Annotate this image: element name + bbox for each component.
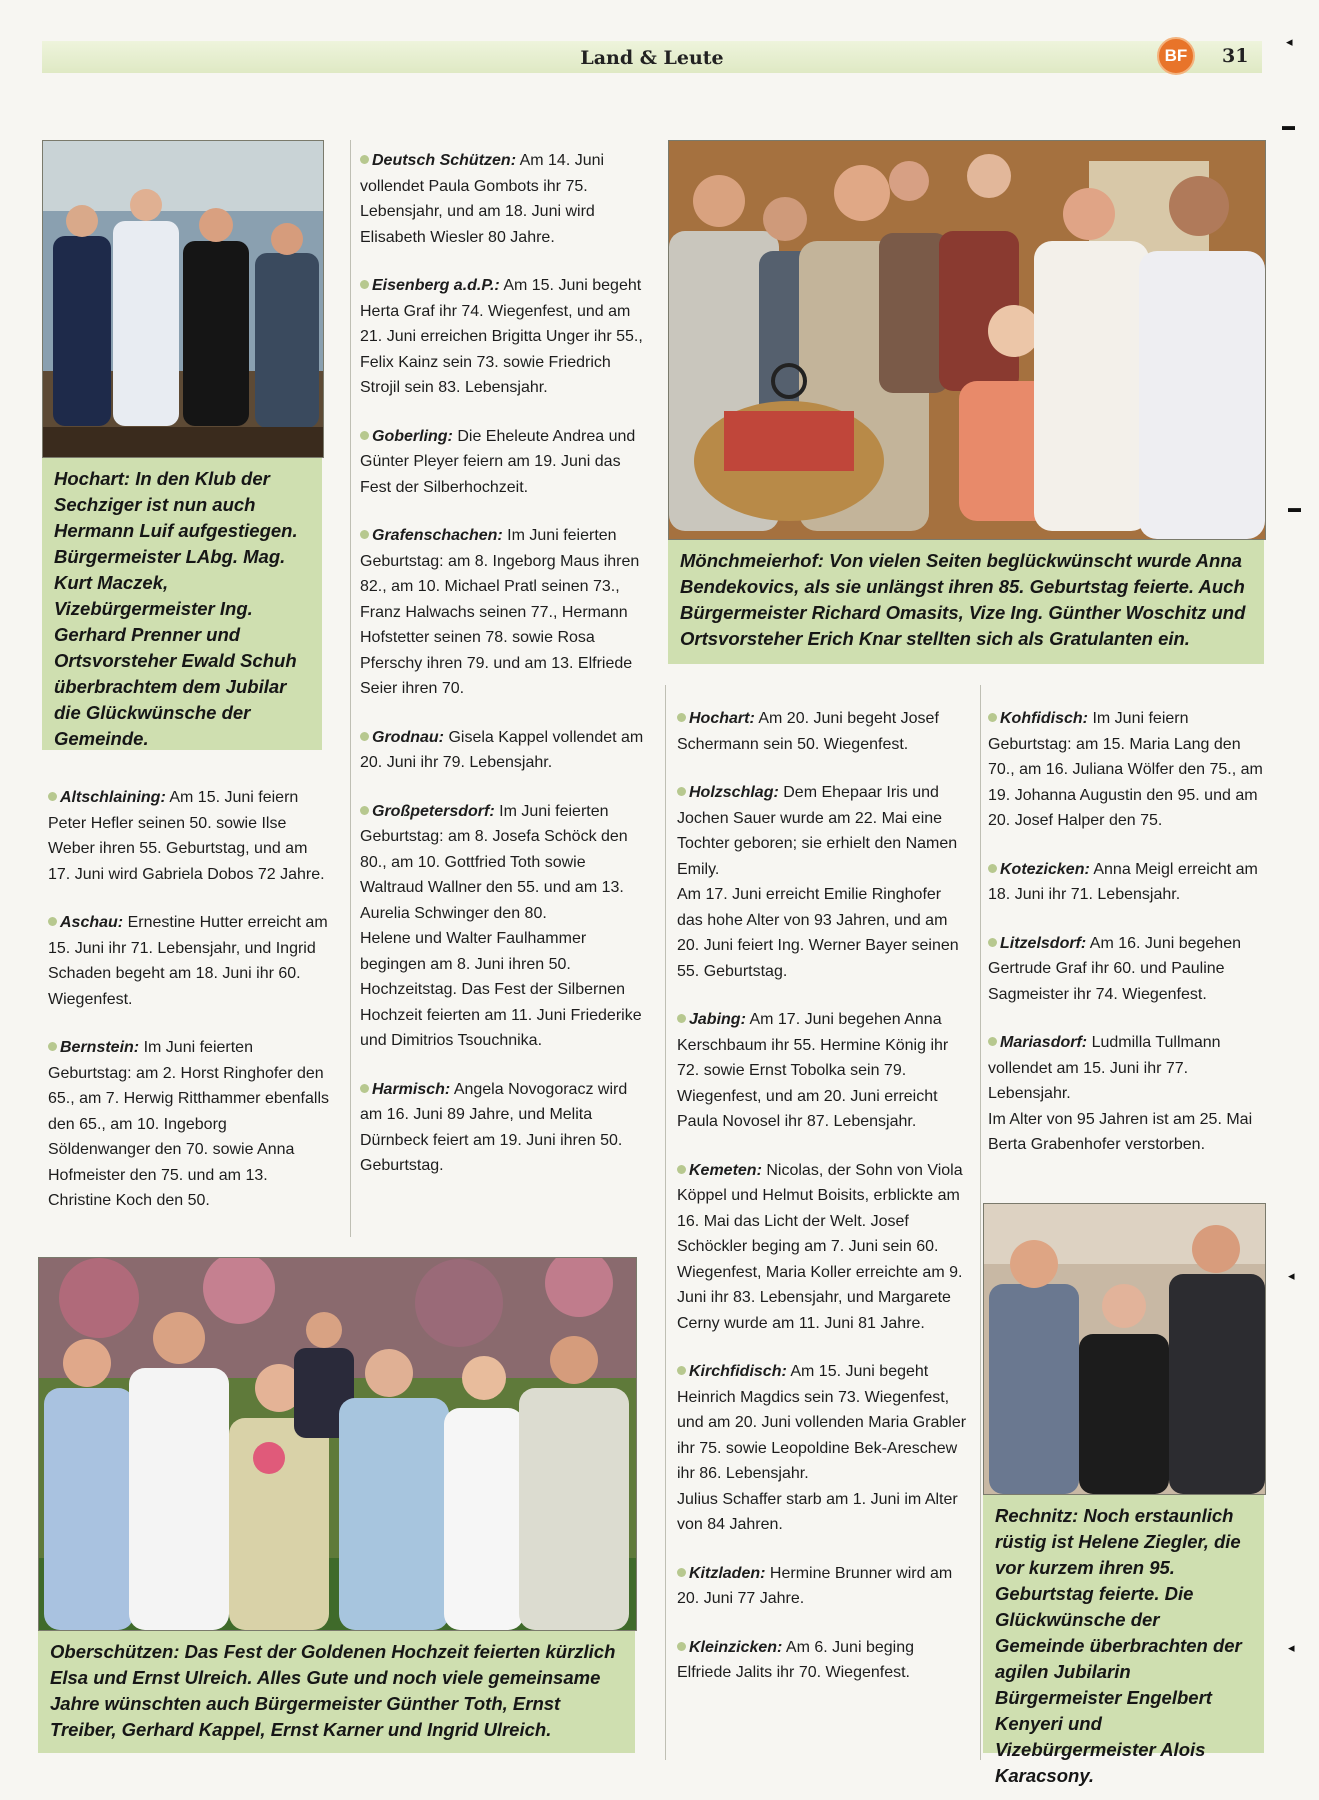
bullet-dot-icon	[677, 1568, 686, 1577]
scan-mark: ▬	[1282, 118, 1295, 133]
notice-text: Am 16. Juni begehen Gertrude Graf ihr 60. und Pauline Sagmeister ihr 74. Wiegenfest.	[988, 934, 1241, 1003]
group-photo-golden-wedding-icon	[39, 1258, 636, 1630]
scan-mark: ◂	[1288, 1268, 1295, 1283]
notice-entry	[360, 273, 650, 401]
bullet-dot-icon	[48, 792, 57, 801]
notice-text: Julius Schaffer starb am 1. Juni im Alter von 84 Jahren.	[677, 1490, 958, 1533]
column-rule	[665, 685, 666, 1760]
notice-text: Nicolas, der Sohn von Viola Köppel und Helmut Boisits, erblickte am 16. Mai das Licht der Welt. Josef Schöckler beging am 7. Juni sein 60. Wiegenfest, Maria Koller erreichte am 9. Juni ihr 83. Lebensjahr, und Margarete Cerny wurde am 11. Juni 81 Jahre.	[677, 1161, 963, 1332]
place-name: Aschau:	[60, 914, 124, 931]
bullet-dot-icon	[360, 732, 369, 741]
notice-text: Anna Meigl erreicht am 18. Juni ihr 71. Lebensjahr.	[988, 860, 1258, 903]
place-name: Großpetersdorf:	[372, 802, 495, 820]
bullet-dot-icon	[360, 806, 369, 815]
group-photo-three-people-icon	[984, 1204, 1265, 1494]
notice-entry	[677, 1561, 967, 1612]
place-name: Kohfidisch:	[1000, 710, 1088, 727]
bullet-dot-icon	[360, 1084, 369, 1093]
bullet-dot-icon	[360, 280, 369, 289]
photo-moenchmeierhof	[668, 140, 1266, 540]
notice-text: Gisela Kappel vollendet am 20. Juni ihr 79. Lebensjahr.	[360, 728, 644, 771]
photo-hochart	[42, 140, 324, 458]
place-name: Litzelsdorf:	[1000, 934, 1087, 952]
notice-text: Am 17. Juni begehen Anna Kerschbaum ihr 55. Hermine König ihr 72. sowie Ernst Tobolka sein 79. Wiegenfest, und am 20. Juni erreicht Paula Novosel ihr 87. Lebensjahr.	[677, 1011, 949, 1130]
place-name: Bernstein:	[60, 1039, 140, 1056]
notice-entry	[988, 857, 1264, 908]
caption-hochart: Hochart: In den Klub der Sechziger ist nun auch Hermann Luif aufgestiegen. Bürgermeister LAbg. Mag. Kurt Maczek, Vizebürgermeister Ing. Gerhard Prenner und Ortsvorsteher Ewald Schuh überbrachtem dem Jubilar die Glückwünsche der Gemeinde.	[42, 458, 322, 750]
text-column-1	[48, 785, 330, 1237]
place-name: Holzschlag:	[689, 784, 779, 801]
scan-mark: ◂	[1286, 34, 1293, 49]
notice-entry	[988, 931, 1264, 1008]
notice-text: Am 14. Juni vollendet Paula Gombots ihr 75. Lebensjahr, und am 18. Juni wird Elisabeth Wiesler 80 Jahre.	[360, 152, 605, 246]
bullet-dot-icon	[988, 1037, 997, 1046]
place-name: Mariasdorf:	[1000, 1034, 1088, 1051]
notice-text: Die Eheleute Andrea und Günter Pleyer feiern am 19. Juni das Fest der Silberhochzeit.	[360, 427, 636, 496]
notice-text: Am 6. Juni beging Elfriede Jalits ihr 70. Wiegenfest.	[677, 1638, 914, 1681]
notice-text: Angela Novogoracz wird am 16. Juni 89 Jahre, und Melita Dürnbeck feiert am 19. Juni ihren 50. Geburtstag.	[360, 1080, 628, 1174]
bullet-dot-icon	[360, 155, 369, 164]
notice-entry	[988, 1030, 1264, 1158]
place-name: Kitzladen:	[689, 1564, 766, 1582]
notice-entry	[677, 706, 967, 757]
bullet-dot-icon	[360, 431, 369, 440]
notice-entry	[360, 725, 650, 776]
place-name: Kirchfidisch:	[689, 1363, 787, 1380]
bullet-dot-icon	[360, 530, 369, 539]
notice-text: Am 15. Juni feiern Peter Hefler seinen 50. sowie Ilse Weber ihren 55. Geburtstag, und am 17. Juni wird Gabriela Dobos 72 Jahre.	[48, 789, 325, 883]
notice-entry	[677, 1007, 967, 1135]
notice-text: Ludmilla Tullmann vollendet am 15. Juni ihr 77. Lebensjahr.	[988, 1034, 1221, 1102]
text-column-3	[677, 706, 967, 1709]
group-photo-birthday-basket-icon	[669, 141, 1265, 539]
bullet-dot-icon	[677, 1165, 686, 1174]
notice-entry	[677, 780, 967, 984]
notice-text: Am 17. Juni erreicht Emilie Ringhofer das hohe Alter von 93 Jahren, und am 20. Juni feiert Ing. Werner Bayer seinen 55. Geburtstag.	[677, 886, 959, 980]
notice-text: Dem Ehepaar Iris und Jochen Sauer wurde am 22. Mai eine Tochter geboren; sie erhielt den Namen Emily.	[677, 784, 958, 878]
notice-entry	[48, 1035, 330, 1214]
caption-rechnitz: Rechnitz: Noch erstaunlich rüstig ist Helene Ziegler, die vor kurzem ihren 95. Geburtstag feierte. Die Glückwünsche der Gemeinde überbrachten der agilen Jubilarin Bürgermeister Engelbert Kenyeri und Vizebürgermeister Alois Karacsony.	[983, 1495, 1264, 1753]
place-name: Deutsch Schützen:	[372, 152, 517, 169]
notice-entry	[48, 785, 330, 887]
notice-text: Im Juni feierten Geburtstag: am 2. Horst Ringhofer den 65., am 7. Herwig Ritthammer ebenfalls den 65., am 10. Ingeborg Söldenwanger den 70. sowie Anna Hofmeister den 75. und am 13. Christine Koch den 50.	[48, 1039, 329, 1209]
notice-entry	[360, 148, 650, 250]
scan-mark: ▬	[1288, 500, 1301, 515]
notice-entry	[677, 1359, 967, 1538]
place-name: Grafenschachen:	[372, 527, 503, 544]
page-number: 31	[1222, 45, 1249, 67]
bullet-dot-icon	[677, 1642, 686, 1651]
place-name: Hochart:	[689, 710, 755, 727]
column-rule	[980, 685, 981, 1760]
text-column-4	[988, 706, 1264, 1181]
notice-text: Hermine Brunner wird am 20. Juni 77 Jahre.	[677, 1564, 953, 1607]
notice-text: Im Juni feierten Geburtstag: am 8. Josefa Schöck den 80., am 10. Gottfried Toth sowie Waltraud Wallner den 55. und am 13. Aurelia Schwinger den 80.	[360, 802, 628, 922]
notice-entry	[360, 1077, 650, 1179]
bullet-dot-icon	[988, 938, 997, 947]
notice-text: Am 15. Juni begeht Heinrich Magdics sein 73. Wiegenfest, und am 20. Juni vollenden Maria Grabler ihr 75. sowie Leopoldine Bek-Areschew ihr 86. Lebensjahr.	[677, 1363, 967, 1482]
bf-logo-icon: BF	[1157, 37, 1195, 75]
photo-oberschuetzen	[38, 1257, 637, 1631]
notice-entry	[677, 1635, 967, 1686]
text-column-2	[360, 148, 650, 1202]
section-title: Land & Leute	[580, 47, 724, 69]
bullet-dot-icon	[677, 1014, 686, 1023]
notice-text: Am 20. Juni begeht Josef Schermann sein 50. Wiegenfest.	[677, 710, 939, 753]
notice-entry	[677, 1158, 967, 1337]
place-name: Altschlaining:	[60, 789, 166, 806]
caption-oberschuetzen: Oberschützen: Das Fest der Goldenen Hochzeit feierten kürzlich Elsa und Ernst Ulreich. Alles Gute und noch viele gemeinsame Jahre wünschten auch Bürgermeister Günther Toth, Ernst Treiber, Gerhard Kappel, Ernst Karner und Ingrid Ulreich.	[38, 1631, 635, 1753]
scan-mark: ◂	[1288, 1640, 1295, 1655]
bullet-dot-icon	[988, 713, 997, 722]
bullet-dot-icon	[677, 713, 686, 722]
bullet-dot-icon	[677, 1366, 686, 1375]
notice-entry	[360, 424, 650, 501]
notice-entry	[360, 523, 650, 702]
place-name: Goberling:	[372, 427, 453, 445]
notice-text: Helene und Walter Faulhammer begingen am 8. Juni ihren 50. Hochzeitstag. Das Fest der Silbernen Hochzeit feierten am 11. Juni Friederike und Dimitrios Tsouchnika.	[360, 930, 642, 1049]
notice-text: Ernestine Hutter erreicht am 15. Juni ihr 71. Lebensjahr, und Ingrid Schaden begeht am 18. Juni ihr 60. Wiegenfest.	[48, 914, 328, 1008]
bullet-dot-icon	[48, 917, 57, 926]
notice-text: Im Juni feiern Geburtstag: am 15. Maria Lang den 70., am 16. Juliana Wölfer den 75., am 19. Johanna Augustin den 95. und am 20. Josef Halper den 75.	[988, 710, 1263, 829]
group-photo-four-men-icon	[43, 141, 323, 457]
place-name: Grodnau:	[372, 728, 444, 746]
page-header	[42, 41, 1262, 73]
notice-entry	[988, 706, 1264, 834]
notice-text: Am 15. Juni begeht Herta Graf ihr 74. Wiegenfest, und am 21. Juni erreichen Brigitta Unger ihr 55., Felix Kainz sein 73. sowie Friedrich Strojil sein 83. Lebensjahr.	[360, 277, 643, 396]
bullet-dot-icon	[48, 1042, 57, 1051]
notice-text: Im Alter von 95 Jahren ist am 25. Mai Berta Grabenhofer verstorben.	[988, 1110, 1253, 1153]
bullet-dot-icon	[677, 787, 686, 796]
place-name: Kleinzicken:	[689, 1638, 783, 1656]
place-name: Eisenberg a.d.P.:	[372, 277, 500, 294]
notice-text: Im Juni feierten Geburtstag: am 8. Ingeborg Maus ihren 82., am 10. Michael Pratl seinen 73., Franz Halwachs seinen 77., Hermann Hofstetter seinen 78. sowie Rosa Pferschy ihren 79. und am 13. Elfriede Seier ihren 70.	[360, 527, 640, 697]
column-rule	[350, 140, 351, 1237]
photo-rechnitz	[983, 1203, 1266, 1495]
place-name: Jabing:	[689, 1011, 746, 1028]
bullet-dot-icon	[988, 864, 997, 873]
place-name: Kemeten:	[689, 1161, 762, 1179]
place-name: Harmisch:	[372, 1080, 451, 1098]
place-name: Kotezicken:	[1000, 860, 1090, 878]
caption-moenchmeierhof: Mönchmeierhof: Von vielen Seiten beglückwünscht wurde Anna Bendekovics, als sie unlängst ihren 85. Geburtstag feierte. Auch Bürgermeister Richard Omasits, Vize Ing. Günther Woschitz und Ortsvorsteher Erich Knar stellten sich als Gratulanten ein.	[668, 540, 1264, 664]
notice-entry	[48, 910, 330, 1012]
notice-entry	[360, 799, 650, 1054]
